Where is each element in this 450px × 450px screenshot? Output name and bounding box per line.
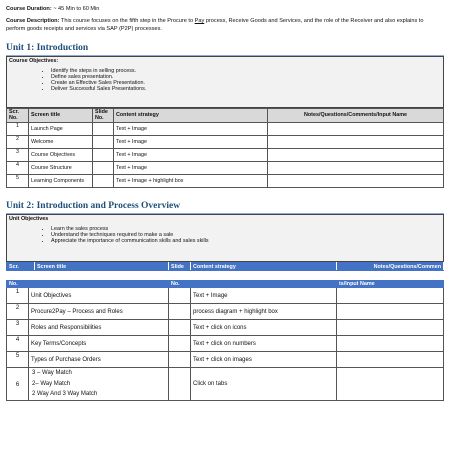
col-header-blank (29, 281, 169, 288)
row-notes (337, 352, 444, 368)
table-row (7, 320, 444, 336)
row-content-strategy: Text + Image (114, 123, 268, 136)
course-duration (6, 6, 444, 13)
course-description-label: Course Description: (6, 18, 60, 25)
unit1-objective: • Define sales presentation. (51, 74, 443, 80)
bar-header-screen-title: Screen title (35, 263, 169, 271)
row-slide-no (93, 162, 114, 175)
unit1-table-header (7, 109, 444, 123)
match-line: 2 Way And 3 Way Match (32, 391, 98, 398)
row-screen-title: Roles and Responsibilities (29, 320, 169, 336)
row-notes (268, 162, 444, 175)
course-description-pay: Pay (194, 18, 205, 25)
row-notes (268, 136, 444, 149)
unit1-objective: • Deliver Successful Sales Presentations. (51, 86, 443, 92)
row-slide-no (169, 288, 191, 304)
row-notes (337, 368, 444, 401)
unit1-screen-table (6, 108, 444, 188)
row-number: 4 (7, 162, 29, 175)
unit1-objectives-box (6, 56, 444, 108)
unit2-table-header (7, 281, 444, 288)
col-header-scr-no: Scr. No. (7, 109, 29, 123)
row-slide-no (93, 149, 114, 162)
row-content-strategy: Text + Image (114, 136, 268, 149)
row-notes (268, 175, 444, 188)
row-slide-no (169, 320, 191, 336)
table-row (7, 352, 444, 368)
row-number: 4 (7, 336, 29, 352)
course-description-text-start: This course focuses on the fifth step in the Procure to (59, 18, 195, 25)
unit2-screen-table (6, 280, 444, 401)
col-header-no: No. (7, 281, 29, 288)
section-gap (6, 271, 444, 280)
row-content-strategy: Text + click on images (191, 352, 337, 368)
table-row (7, 136, 444, 149)
row-screen-title: Key Terms/Concepts (29, 336, 169, 352)
unit2-objectives-box (6, 214, 444, 262)
row-number: 2 (7, 304, 29, 320)
course-description (6, 18, 444, 33)
row-notes (268, 123, 444, 136)
row-slide-no (93, 123, 114, 136)
col-header-slide-no: No. (169, 281, 191, 288)
table-row (7, 162, 444, 175)
bar-header-scr: Scr. (7, 263, 35, 271)
unit1-objectives-list (7, 68, 443, 93)
row-slide-no (169, 368, 191, 401)
row-notes (337, 336, 444, 352)
row-number: 1 (7, 123, 29, 136)
bar-header-content-strategy: Content strategy (191, 263, 337, 271)
row-slide-no (169, 336, 191, 352)
unit2-title: Unit 2: Introduction and Process Overview (6, 200, 444, 214)
col-header-blank (191, 281, 337, 288)
unit2-objective: • Appreciate the importance of communication skills and sales skills (51, 238, 443, 244)
row-number: 2 (7, 136, 29, 149)
unit1-objectives-heading: Course Objectives: (9, 58, 59, 65)
row-notes (337, 304, 444, 320)
table-row (7, 175, 444, 188)
unit2-objectives-list (7, 226, 443, 245)
row-content-strategy: Text + Image + highlight box (114, 175, 268, 188)
row-number: 1 (7, 288, 29, 304)
unit2-objectives-heading: Unit Objectives (9, 216, 49, 223)
table-row (7, 304, 444, 320)
col-header-slide-no: Slide No. (93, 109, 114, 123)
course-duration-label: Course Duration: (6, 6, 52, 12)
row-notes (268, 149, 444, 162)
bar-header-notes: Notes/Questions/Commen (337, 263, 444, 271)
unit2-objective: • Learn the sales process (51, 226, 443, 232)
row-content-strategy: Click on tabs (191, 368, 337, 401)
row-screen-title: Launch Page (29, 123, 93, 136)
row-screen-title: Welcome (29, 136, 93, 149)
row-content-strategy: Text + Image (114, 162, 268, 175)
table-row (7, 288, 444, 304)
row-screen-title: Course Objectives (29, 149, 93, 162)
row-screen-title: Types of Purchase Orders (29, 352, 169, 368)
row-screen-title: Course Structure (29, 162, 93, 175)
row-content-strategy: process diagram + highlight box (191, 304, 337, 320)
unit2-objective: • Understand the techniques required to make a sale (51, 232, 443, 238)
unit1-title: Unit 1: Introduction (6, 42, 444, 56)
row-content-strategy: Text + Image (191, 288, 337, 304)
bar-header-slide: Slide (169, 263, 191, 271)
col-header-notes: Notes/Questions/Comments/Input Name (268, 109, 444, 123)
match-line: 3 – Way Match (32, 370, 72, 377)
row-number: 3 (7, 149, 29, 162)
row-content-strategy: Text + click on icons (191, 320, 337, 336)
row-slide-no (93, 175, 114, 188)
row-content-strategy: Text + Image (114, 149, 268, 162)
col-header-input-name: ts/Input Name (337, 281, 444, 288)
unit1-objective: • Identify the steps in selling process. (51, 68, 443, 74)
table-row (7, 123, 444, 136)
course-description-text-end: process, Receive Goods and Services, and the role of the Receiver and also explains to perform goods receipts and services via SAP (P2P) processes. (6, 18, 424, 32)
row-number: 6 (7, 368, 29, 401)
col-header-screen-title: Screen title (29, 109, 93, 123)
row-content-strategy: Text + click on numbers (191, 336, 337, 352)
unit1-objective: • Create an Effective Sales Presentation. (51, 80, 443, 86)
col-header-content-strategy: Content strategy (114, 109, 268, 123)
row-screen-title-matches (29, 368, 169, 401)
row-number: 5 (7, 175, 29, 188)
table-row (7, 149, 444, 162)
table-row (7, 336, 444, 352)
row-number: 3 (7, 320, 29, 336)
row-screen-title: Learning Components (29, 175, 93, 188)
course-duration-value: ~ 45 Min to 60 Min (51, 6, 100, 12)
match-line: 2– Way Match (32, 380, 71, 387)
row-screen-title: Unit Objectives (29, 288, 169, 304)
row-screen-title: Procure2Pay – Process and Roles (29, 304, 169, 320)
unit2-header-bar (6, 262, 444, 271)
row-notes (337, 320, 444, 336)
row-number: 5 (7, 352, 29, 368)
row-slide-no (169, 304, 191, 320)
row-slide-no (93, 136, 114, 149)
table-row (7, 368, 444, 401)
row-notes (337, 288, 444, 304)
row-slide-no (169, 352, 191, 368)
